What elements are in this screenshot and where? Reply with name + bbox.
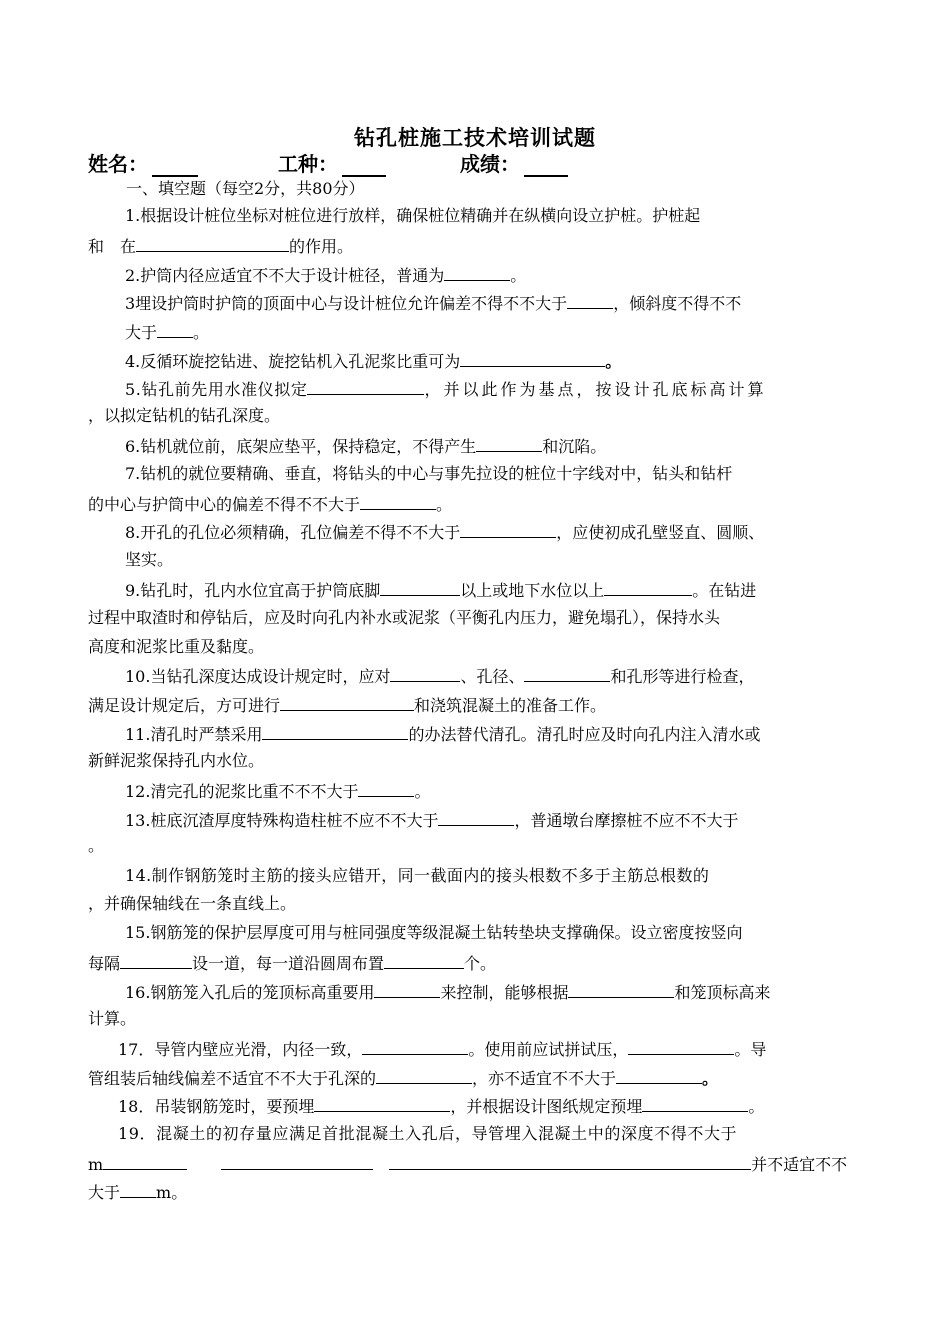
q1-blank[interactable] bbox=[136, 234, 289, 252]
q7-blank[interactable] bbox=[360, 492, 436, 510]
q8-line2: 坚实。 bbox=[125, 550, 174, 569]
q9-line3: 高度和泥浆比重及黏度。 bbox=[88, 637, 265, 656]
q10-blank-1[interactable] bbox=[390, 664, 460, 682]
q5-line1: 5.钻孔前先用水准仪拟定 ，并以此作为基点，按设计孔底标高计算 bbox=[125, 377, 766, 401]
q18-blank-2[interactable] bbox=[642, 1094, 748, 1112]
trade-label: 工种： bbox=[278, 152, 338, 176]
q6-line: 6.钻机就位前，底架应垫平，保持稳定，不得产生 和沉陷。 bbox=[125, 434, 606, 458]
q7-line1: 7.钻机的就位要精确、垂直，将钻头的中心与事先拉设的桩位十字线对中，钻头和钻杆 bbox=[125, 464, 733, 483]
q9-blank-1[interactable] bbox=[380, 578, 460, 596]
q19-blank-1[interactable] bbox=[103, 1152, 187, 1170]
name-blank[interactable] bbox=[152, 155, 198, 177]
q15-blank-1[interactable] bbox=[120, 951, 192, 969]
q16-blank-1[interactable] bbox=[374, 980, 440, 998]
q15-line2: 每隔 设一道，每一道沿圆周布置 个。 bbox=[88, 951, 496, 975]
q1-line1: 1.根据设计桩位坐标对桩位进行放样，确保桩位精确并在纵横向设立护桩。护桩起 bbox=[125, 206, 701, 225]
q16-line2: 计算。 bbox=[88, 1009, 137, 1028]
q17-blank-4[interactable] bbox=[616, 1066, 702, 1084]
q13-line2: 。 bbox=[88, 836, 105, 855]
q15-line1: 15.钢筋笼的保护层厚度可用与桩同强度等级混凝土钻转垫块支撑确保。设立密度按竖向 bbox=[125, 923, 743, 942]
score-label: 成绩： bbox=[460, 152, 520, 176]
q11-blank[interactable] bbox=[262, 722, 408, 740]
q4-line: 4.反循环旋挖钻进、旋挖钻机入孔泥浆比重可为 。 bbox=[125, 349, 621, 373]
q12-blank[interactable] bbox=[358, 779, 414, 797]
q6-blank[interactable] bbox=[476, 434, 542, 452]
q9-blank-2[interactable] bbox=[604, 578, 692, 596]
score-blank[interactable] bbox=[524, 155, 568, 177]
name-field bbox=[88, 148, 198, 177]
q18-blank-1[interactable] bbox=[314, 1094, 450, 1112]
q16-line1: 16.钢筋笼入孔后的笼顶标高重要用 来控制，能够根据 和笼顶标高来 bbox=[125, 980, 770, 1004]
q11-line1: 11.清孔时严禁采用 的办法替代清孔。清孔时应及时向孔内注入清水或 bbox=[125, 722, 760, 746]
q5-blank[interactable] bbox=[307, 377, 424, 395]
q14-line1: 14.制作钢筋笼时主筋的接头应错开，同一截面内的接头根数不多于主筋总根数的 bbox=[125, 866, 710, 885]
q9-line1: 9.钻孔时，孔内水位宜高于护筒底脚 以上或地下水位以上 。在钻进 bbox=[125, 578, 756, 602]
q17-line2: 管组装后轴线偏差不适宜不不大于孔深的 ，亦不适宜不不大于 。 bbox=[88, 1066, 718, 1090]
q13-line1: 13.桩底沉渣厚度特殊构造柱桩不应不不大于 ，普通墩台摩擦桩不应不不大于 bbox=[125, 808, 738, 832]
q1-line2: 和 在 的作用。 bbox=[88, 234, 353, 258]
document-title: 钻孔桩施工技术培训试题 bbox=[354, 126, 596, 150]
q3-line1: 3埋设护筒时护筒的顶面中心与设计桩位允许偏差不得不不大于 ，倾斜度不得不不 bbox=[125, 291, 741, 315]
q18-line: 18．吊装钢筋笼时，要预埋 ，并根据设计图纸规定预埋 。 bbox=[118, 1094, 764, 1118]
q10-line1: 10.当钻孔深度达成设计规定时，应对 、孔径、 和孔形等进行检查， bbox=[125, 664, 754, 688]
score-field bbox=[460, 148, 568, 177]
q19-line2: m 并不适宜不不 bbox=[88, 1152, 847, 1176]
q3-line2: 大于 。 bbox=[125, 320, 209, 344]
q2-line: 2.护筒内径应适宜不不大于设计桩径，普通为 。 bbox=[125, 263, 526, 287]
q19-blank-2[interactable] bbox=[221, 1152, 373, 1170]
q19-line3: 大于 m。 bbox=[88, 1180, 187, 1204]
q7-line2: 的中心与护筒中心的偏差不得不不大于 。 bbox=[88, 492, 452, 516]
q8-blank[interactable] bbox=[460, 520, 556, 538]
q3-blank-1[interactable] bbox=[567, 291, 613, 309]
q3-blank-2[interactable] bbox=[157, 320, 193, 338]
section-heading: 一、填空题（每空2分，共80分） bbox=[126, 179, 365, 198]
trade-field bbox=[278, 148, 386, 177]
q5-line2: ，以拟定钻机的钻孔深度。 bbox=[88, 406, 281, 425]
q19-blank-3[interactable] bbox=[389, 1152, 751, 1170]
trade-blank[interactable] bbox=[342, 155, 386, 177]
q10-blank-3[interactable] bbox=[280, 693, 414, 711]
q17-blank-1[interactable] bbox=[362, 1037, 468, 1055]
q9-line2: 过程中取渣时和停钻后，应及时向孔内补水或泥浆（平衡孔内压力，避免塌孔），保持水头 bbox=[88, 608, 721, 627]
name-label: 姓名： bbox=[88, 152, 148, 176]
q2-blank[interactable] bbox=[444, 263, 510, 281]
q17-blank-2[interactable] bbox=[628, 1037, 734, 1055]
q4-blank[interactable] bbox=[460, 349, 605, 367]
q12-line: 12.清完孔的泥浆比重不不不大于 。 bbox=[125, 779, 430, 803]
q10-blank-2[interactable] bbox=[524, 664, 610, 682]
q13-blank-1[interactable] bbox=[438, 808, 514, 826]
q16-blank-2[interactable] bbox=[568, 980, 674, 998]
q15-blank-2[interactable] bbox=[384, 951, 464, 969]
q14-line2: ，并确保轴线在一条直线上。 bbox=[88, 894, 297, 913]
q8-line1: 8.开孔的孔位必须精确，孔位偏差不得不不大于 ，应使初成孔壁竖直、圆顺、 bbox=[125, 520, 764, 544]
q17-line1: 17．导管内壁应光滑，内径一致， 。使用前应试拼试压， 。导 bbox=[118, 1037, 766, 1061]
q17-blank-3[interactable] bbox=[376, 1066, 472, 1084]
q10-line2: 满足设计规定后，方可进行 和浇筑混凝土的准备工作。 bbox=[88, 693, 606, 717]
q19-blank-4[interactable] bbox=[120, 1180, 156, 1198]
q11-line2: 新鲜泥浆保持孔内水位。 bbox=[88, 751, 265, 770]
q19-line1: 19．混凝土的初存量应满足首批混凝土入孔后，导管埋入混凝土中的深度不得不大于 bbox=[118, 1124, 738, 1143]
